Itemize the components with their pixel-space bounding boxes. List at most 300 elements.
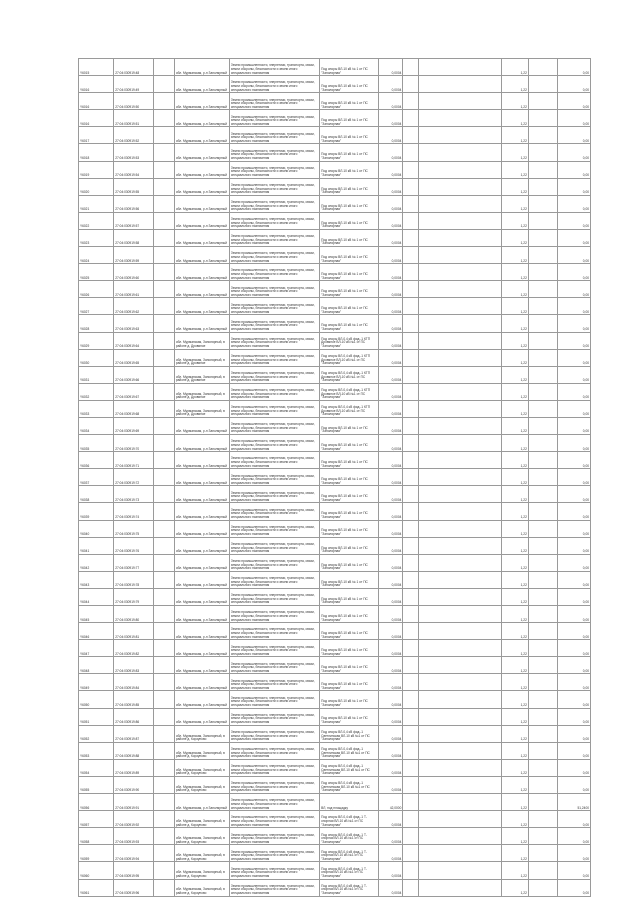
rate-cell: 1,22 [502, 674, 529, 691]
usage-note-cell: Под опоры ВЛ-10 кВ № 1 от ПС "Заполярная" [320, 691, 379, 708]
empty-cell [153, 212, 174, 229]
cadastral-number: 27:04:030919:93 [114, 828, 153, 845]
empty-cell [528, 281, 558, 298]
address-cell: обл. Мурманская, р-н Заполярный [174, 417, 229, 434]
usage-note-cell: Под опоры ВЛ-0,4 кВ фид.-1 КТП Дровяное ВЛ-10 кВ №1 от ПС "Заполярная" [320, 400, 379, 417]
rate-cell: 1,22 [502, 247, 529, 264]
empty-cell [528, 794, 558, 811]
empty-cell [403, 571, 419, 588]
row-code: Y6051 [79, 708, 114, 725]
rate-cell: 1,22 [502, 383, 529, 400]
empty-cell [153, 298, 174, 315]
rate-cell: 1,22 [502, 59, 529, 76]
empty-cell [403, 606, 419, 623]
table-row [79, 315, 591, 332]
address-cell: обл. Мурманская, р-н Заполярный [174, 571, 229, 588]
address-cell: обл. Мурманская, р-н Заполярный [174, 76, 229, 93]
total-cell: 0,00 [558, 349, 591, 366]
row-code: Y6036 [79, 452, 114, 469]
row-code: Y6052 [79, 725, 114, 742]
row-code: Y6041 [79, 537, 114, 554]
address-cell: обл. Мурманская, Заполярный, в районе д. Корзуново [174, 845, 229, 862]
empty-cell [403, 828, 419, 845]
empty-cell [418, 520, 501, 537]
empty-cell [528, 144, 558, 161]
empty-cell [403, 486, 419, 503]
table-row [79, 452, 591, 469]
rate-cell: 1,22 [502, 606, 529, 623]
cadastral-number: 27:04:030919:90 [114, 776, 153, 793]
rate-cell: 1,22 [502, 452, 529, 469]
empty-cell [403, 417, 419, 434]
address-cell: обл. Мурманская, р-н Заполярный [174, 315, 229, 332]
total-cell: 0,00 [558, 486, 591, 503]
address-cell: обл. Мурманская, р-н Заполярный [174, 708, 229, 725]
usage-note-cell: Под опоры ВЛ-10 кВ № 1 от ПС "Заполярная" [320, 195, 379, 212]
total-cell: 0,00 [558, 435, 591, 452]
empty-cell [418, 127, 501, 144]
land-category-cell: Земли промышленности, энергетики, транспорта, связи, земли обороны, безопасности и земли иного специального назначения [229, 691, 319, 708]
empty-cell [153, 127, 174, 144]
empty-cell [528, 332, 558, 349]
total-cell: 0,00 [558, 144, 591, 161]
rate-cell: 1,22 [502, 657, 529, 674]
empty-cell [528, 264, 558, 281]
cadastral-number: 27:04:030919:82 [114, 640, 153, 657]
total-cell: 0,00 [558, 229, 591, 246]
cadastral-number: 27:04:030919:48 [114, 59, 153, 76]
empty-cell [403, 247, 419, 264]
total-cell: 0,00 [558, 691, 591, 708]
empty-cell [528, 503, 558, 520]
empty-cell [153, 417, 174, 434]
cadastral-number: 27:04:030919:85 [114, 691, 153, 708]
empty-cell [403, 435, 419, 452]
area-cell: 0,0004 [379, 776, 403, 793]
total-cell: 0,00 [558, 503, 591, 520]
land-category-cell: Земли промышленности, энергетики, транспорта, связи, земли обороны, безопасности и земли иного специального назначения [229, 520, 319, 537]
rate-cell: 1,22 [502, 332, 529, 349]
usage-note-cell: Под опоры ВЛ-10 кВ № 1 от ПС "Заполярная" [320, 110, 379, 127]
empty-cell [418, 469, 501, 486]
land-category-cell: Земли промышленности, энергетики, транспорта, связи, земли обороны, безопасности и земли иного специального назначения [229, 93, 319, 110]
land-category-cell: Земли промышленности, энергетики, транспорта, связи, земли обороны, безопасности и земли иного специального назначения [229, 247, 319, 264]
address-cell: обл. Мурманская, Заполярный, в районе д. Корзуново [174, 725, 229, 742]
table-row [79, 845, 591, 862]
table-row [79, 759, 591, 776]
usage-note-cell: Под опоры ВЛ-10 кВ № 1 от ПС "Заполярная" [320, 144, 379, 161]
address-cell: обл. Мурманская, р-н Заполярный [174, 657, 229, 674]
rate-cell: 1,22 [502, 195, 529, 212]
usage-note-cell: Под опоры ВЛ-10 кВ № 1 от ПС "Заполярная" [320, 537, 379, 554]
cadastral-number: 27:04:030919:53 [114, 144, 153, 161]
address-cell: обл. Мурманская, р-н Заполярный [174, 298, 229, 315]
rate-cell: 1,22 [502, 742, 529, 759]
total-cell: 0,00 [558, 537, 591, 554]
address-cell: обл. Мурманская, р-н Заполярный [174, 247, 229, 264]
cadastral-number: 27:04:030919:74 [114, 503, 153, 520]
empty-cell [403, 298, 419, 315]
empty-cell [403, 229, 419, 246]
table-row [79, 195, 591, 212]
empty-cell [403, 93, 419, 110]
empty-cell [418, 400, 501, 417]
total-cell: 0,00 [558, 588, 591, 605]
table-row [79, 366, 591, 383]
area-cell: 0,0004 [379, 383, 403, 400]
usage-note-cell: Под опоры ВЛ-10 кВ № 1 от ПС "Заполярная" [320, 640, 379, 657]
empty-cell [528, 366, 558, 383]
area-cell: 0,0004 [379, 264, 403, 281]
rate-cell: 1,22 [502, 537, 529, 554]
address-cell: обл. Мурманская, р-н Заполярный [174, 195, 229, 212]
empty-cell [403, 281, 419, 298]
empty-cell [418, 212, 501, 229]
empty-cell [153, 588, 174, 605]
row-code: Y6021 [79, 195, 114, 212]
area-cell: 0,0004 [379, 862, 403, 879]
address-cell: обл. Мурманская, р-н Заполярный [174, 127, 229, 144]
rate-cell: 1,22 [502, 435, 529, 452]
empty-cell [528, 486, 558, 503]
empty-cell [153, 571, 174, 588]
table-row [79, 503, 591, 520]
usage-note-cell: Под опоры ВЛ-0,4 кВ фид.-1 Т-опорная ВЛ-10 кВ №1 от ПС "Заполярная" [320, 811, 379, 828]
cadastral-number: 27:04:030919:94 [114, 845, 153, 862]
empty-cell [153, 828, 174, 845]
empty-cell [418, 486, 501, 503]
area-cell: 0,0004 [379, 571, 403, 588]
empty-cell [418, 606, 501, 623]
empty-cell [153, 452, 174, 469]
empty-cell [153, 674, 174, 691]
empty-cell [528, 811, 558, 828]
address-cell: обл. Мурманская, Заполярный, в районе д. Корзуново [174, 879, 229, 896]
usage-note-cell: Под опоры ВЛ-10 кВ № 1 от ПС "Заполярная" [320, 452, 379, 469]
cadastral-number: 27:04:030919:52 [114, 127, 153, 144]
empty-cell [528, 383, 558, 400]
land-category-cell: Земли промышленности, энергетики, транспорта, связи, земли обороны, безопасности и земли иного специального назначения [229, 435, 319, 452]
table-row [79, 708, 591, 725]
rate-cell: 1,22 [502, 315, 529, 332]
area-cell: 0,0004 [379, 332, 403, 349]
empty-cell [153, 178, 174, 195]
area-cell: 0,0004 [379, 520, 403, 537]
empty-cell [528, 400, 558, 417]
usage-note-cell: Под опоры ВЛ-10 кВ № 1 от ПС "Заполярная" [320, 503, 379, 520]
table-row [79, 417, 591, 434]
usage-note-cell: Под опоры ВЛ-10 кВ № 1 от ПС "Заполярная" [320, 178, 379, 195]
table-row [79, 657, 591, 674]
cadastral-number: 27:04:030919:86 [114, 708, 153, 725]
empty-cell [418, 383, 501, 400]
row-code: Y6029 [79, 332, 114, 349]
row-code: Y6038 [79, 486, 114, 503]
land-category-cell: Земли промышленности, энергетики, транспорта, связи, земли обороны, безопасности и земли иного специального назначения [229, 554, 319, 571]
empty-cell [403, 725, 419, 742]
empty-cell [153, 76, 174, 93]
cadastral-number: 27:04:030919:96 [114, 879, 153, 896]
empty-cell [418, 828, 501, 845]
total-cell: 0,00 [558, 315, 591, 332]
rate-cell: 1,22 [502, 144, 529, 161]
rate-cell: 1,22 [502, 845, 529, 862]
address-cell: обл. Мурманская, р-н Заполярный [174, 623, 229, 640]
empty-cell [403, 110, 419, 127]
empty-cell [418, 229, 501, 246]
area-cell: 0,0004 [379, 400, 403, 417]
empty-cell [403, 503, 419, 520]
area-cell: 0,0004 [379, 503, 403, 520]
empty-cell [528, 229, 558, 246]
usage-note-cell: Под опоры ВЛ-10 кВ № 1 от ПС "Заполярная" [320, 588, 379, 605]
address-cell: обл. Мурманская, Заполярный, в районе д. Корзуново [174, 828, 229, 845]
cadastral-number: 27:04:030919:69 [114, 417, 153, 434]
row-code: Y6020 [79, 178, 114, 195]
cadastral-number: 27:04:030919:70 [114, 435, 153, 452]
area-cell: 0,0004 [379, 879, 403, 896]
empty-cell [403, 195, 419, 212]
usage-note-cell: Под опоры ВЛ-10 кВ № 1 от ПС "Заполярная" [320, 486, 379, 503]
empty-cell [418, 435, 501, 452]
empty-cell [153, 400, 174, 417]
cadastral-number: 27:04:030919:88 [114, 742, 153, 759]
area-cell: 0,0004 [379, 606, 403, 623]
empty-cell [153, 435, 174, 452]
table-row [79, 520, 591, 537]
usage-note-cell: Под опоры ВЛ-10 кВ № 1 от ПС "Заполярная" [320, 76, 379, 93]
area-cell: 0,0004 [379, 144, 403, 161]
table-row [79, 606, 591, 623]
address-cell: обл. Мурманская, р-н Заполярный [174, 554, 229, 571]
empty-cell [418, 349, 501, 366]
total-cell: 0,00 [558, 127, 591, 144]
usage-note-cell: Под опоры ВЛ-10 кВ № 1 от ПС "Заполярная" [320, 657, 379, 674]
row-code: Y6016 [79, 76, 114, 93]
table-row [79, 127, 591, 144]
rate-cell: 1,22 [502, 571, 529, 588]
area-cell: 0,0004 [379, 178, 403, 195]
row-code: Y6031 [79, 366, 114, 383]
table-row [79, 554, 591, 571]
usage-note-cell: Под опоры ВЛ-0,4 кВ фид.-1 Т-опорная ВЛ-10 кВ №1 от ПС "Заполярная" [320, 845, 379, 862]
usage-note-cell: Под опоры ВЛ-0,4 кВ фид.-1 Светлинская ВЛ-10 кВ №1 от ПС "Заполярная" [320, 725, 379, 742]
empty-cell [418, 195, 501, 212]
rate-cell: 1,22 [502, 554, 529, 571]
row-code: Y6039 [79, 503, 114, 520]
total-cell: 0,00 [558, 845, 591, 862]
empty-cell [403, 161, 419, 178]
empty-cell [403, 674, 419, 691]
row-code: Y6034 [79, 417, 114, 434]
rate-cell: 1,22 [502, 469, 529, 486]
area-cell: 0,0004 [379, 76, 403, 93]
empty-cell [153, 366, 174, 383]
empty-cell [403, 349, 419, 366]
empty-cell [418, 554, 501, 571]
cadastral-number: 27:04:030919:91 [114, 794, 153, 811]
land-category-cell: Земли промышленности, энергетики, транспорта, связи, земли обороны, безопасности и земли иного специального назначения [229, 606, 319, 623]
row-code: Y6015 [79, 59, 114, 76]
land-category-cell: Земли промышленности, энергетики, транспорта, связи, земли обороны, безопасности и земли иного специального назначения [229, 845, 319, 862]
usage-note-cell: Под опоры ВЛ-10 кВ № 1 от ПС "Заполярная" [320, 247, 379, 264]
empty-cell [418, 281, 501, 298]
empty-cell [418, 298, 501, 315]
cadastral-number: 27:04:030919:58 [114, 229, 153, 246]
row-code: Y6043 [79, 571, 114, 588]
empty-cell [153, 349, 174, 366]
rate-cell: 1,22 [502, 725, 529, 742]
land-category-cell: Земли промышленности, энергетики, транспорта, связи, земли обороны, безопасности и земли иного специального назначения [229, 776, 319, 793]
empty-cell [418, 366, 501, 383]
address-cell: обл. Мурманская, р-н Заполярный [174, 144, 229, 161]
total-cell: 51,2400 [558, 794, 591, 811]
cadastral-number: 27:04:030919:72 [114, 469, 153, 486]
empty-cell [418, 879, 501, 896]
rate-cell: 1,22 [502, 178, 529, 195]
land-category-cell: Земли промышленности, энергетики, транспорта, связи, земли обороны, безопасности и земли иного специального назначения [229, 349, 319, 366]
empty-cell [418, 161, 501, 178]
empty-cell [403, 845, 419, 862]
empty-cell [153, 161, 174, 178]
area-cell: 0,0004 [379, 640, 403, 657]
land-category-cell: Земли промышленности, энергетики, транспорта, связи, земли обороны, безопасности и земли иного специального назначения [229, 315, 319, 332]
land-category-cell: Земли промышленности, энергетики, транспорта, связи, земли обороны, безопасности и земли иного специального назначения [229, 144, 319, 161]
address-cell: обл. Мурманская, р-н Заполярный [174, 281, 229, 298]
empty-cell [153, 862, 174, 879]
empty-cell [153, 742, 174, 759]
table-row [79, 588, 591, 605]
total-cell: 0,00 [558, 298, 591, 315]
total-cell: 0,00 [558, 195, 591, 212]
rate-cell: 1,22 [502, 281, 529, 298]
table-row [79, 674, 591, 691]
total-cell: 0,00 [558, 742, 591, 759]
total-cell: 0,00 [558, 212, 591, 229]
cadastral-number: 27:04:030919:73 [114, 486, 153, 503]
table-row [79, 178, 591, 195]
address-cell: обл. Мурманская, р-н Заполярный [174, 93, 229, 110]
row-code: Y6059 [79, 845, 114, 862]
empty-cell [403, 520, 419, 537]
land-category-cell: Земли промышленности, энергетики, транспорта, связи, земли обороны, безопасности и земли иного специального назначения [229, 828, 319, 845]
land-category-cell: Земли промышленности, энергетики, транспорта, связи, земли обороны, безопасности и земли иного специального назначения [229, 281, 319, 298]
empty-cell [403, 776, 419, 793]
table-row [79, 144, 591, 161]
empty-cell [418, 742, 501, 759]
empty-cell [403, 315, 419, 332]
area-cell: 0,0004 [379, 845, 403, 862]
area-cell: 0,0004 [379, 366, 403, 383]
empty-cell [153, 640, 174, 657]
total-cell: 0,00 [558, 281, 591, 298]
empty-cell [528, 537, 558, 554]
address-cell: обл. Мурманская, р-н Заполярный [174, 606, 229, 623]
cadastral-number: 27:04:030919:75 [114, 520, 153, 537]
empty-cell [403, 144, 419, 161]
empty-cell [418, 315, 501, 332]
empty-cell [418, 588, 501, 605]
rate-cell: 1,22 [502, 708, 529, 725]
area-cell: 0,0004 [379, 298, 403, 315]
empty-cell [528, 776, 558, 793]
empty-cell [403, 759, 419, 776]
land-category-cell: Земли промышленности, энергетики, транспорта, связи, земли обороны, безопасности и земли иного специального назначения [229, 161, 319, 178]
cadastral-number: 27:04:030919:50 [114, 93, 153, 110]
empty-cell [403, 862, 419, 879]
area-cell: 0,0004 [379, 212, 403, 229]
rate-cell: 1,22 [502, 503, 529, 520]
area-cell: 0,0004 [379, 742, 403, 759]
cadastral-number: 27:04:030919:80 [114, 606, 153, 623]
cadastral-number: 27:04:030919:77 [114, 554, 153, 571]
area-cell: 0,0004 [379, 486, 403, 503]
empty-cell [528, 862, 558, 879]
rate-cell: 1,22 [502, 588, 529, 605]
empty-cell [418, 776, 501, 793]
empty-cell [403, 469, 419, 486]
usage-note-cell: Под опоры ВЛ-0,4 кВ фид.-1 Светлинская ВЛ-10 кВ №1 от ПС "Заполярная" [320, 759, 379, 776]
cadastral-number: 27:04:030919:54 [114, 161, 153, 178]
cadastral-number: 27:04:030919:66 [114, 366, 153, 383]
empty-cell [418, 452, 501, 469]
empty-cell [528, 623, 558, 640]
land-category-cell: Земли промышленности, энергетики, транспорта, связи, земли обороны, безопасности и земли иного специального назначения [229, 332, 319, 349]
empty-cell [528, 520, 558, 537]
empty-cell [153, 776, 174, 793]
usage-note-cell: Под опоры ВЛ-0,4 кВ фид.-1 КТП Дровяное ВЛ-10 кВ №1 от ПС "Заполярная" [320, 349, 379, 366]
row-code: Y6019 [79, 161, 114, 178]
row-code: Y6042 [79, 554, 114, 571]
cadastral-number: 27:04:030919:61 [114, 281, 153, 298]
empty-cell [418, 59, 501, 76]
total-cell: 0,00 [558, 452, 591, 469]
address-cell: обл. Мурманская, р-н Заполярный [174, 520, 229, 537]
rate-cell: 1,22 [502, 76, 529, 93]
empty-cell [403, 212, 419, 229]
rate-cell: 1,22 [502, 879, 529, 896]
row-code: Y6026 [79, 281, 114, 298]
empty-cell [153, 93, 174, 110]
land-category-cell: Земли промышленности, энергетики, транспорта, связи, земли обороны, безопасности и земли иного специального назначения [229, 127, 319, 144]
table-row [79, 811, 591, 828]
empty-cell [153, 315, 174, 332]
usage-note-cell: Под опоры ВЛ-0,4 кВ фид.-1 Т-опорная ВЛ-10 кВ №1 от ПС "Заполярная" [320, 862, 379, 879]
address-cell: обл. Мурманская, Заполярный, в районе д. Дровяное [174, 366, 229, 383]
total-cell: 0,00 [558, 571, 591, 588]
area-cell: 0,0004 [379, 537, 403, 554]
land-category-cell: Земли промышленности, энергетики, транспорта, связи, земли обороны, безопасности и земли иного специального назначения [229, 452, 319, 469]
cadastral-number: 27:04:030919:87 [114, 725, 153, 742]
empty-cell [418, 537, 501, 554]
total-cell: 0,00 [558, 59, 591, 76]
row-code: Y6035 [79, 435, 114, 452]
total-cell: 0,00 [558, 383, 591, 400]
usage-note-cell: Под опоры ВЛ-10 кВ № 1 от ПС "Заполярная" [320, 161, 379, 178]
empty-cell [528, 110, 558, 127]
total-cell: 0,00 [558, 520, 591, 537]
empty-cell [418, 110, 501, 127]
empty-cell [403, 264, 419, 281]
area-cell: 0,0004 [379, 691, 403, 708]
empty-cell [418, 845, 501, 862]
table-row [79, 623, 591, 640]
cadastral-number: 27:04:030919:84 [114, 674, 153, 691]
usage-note-cell: Под опоры ВЛ-10 кВ № 1 от ПС "Заполярная" [320, 623, 379, 640]
rate-cell: 1,22 [502, 349, 529, 366]
row-code: Y6046 [79, 623, 114, 640]
land-category-cell: Земли промышленности, энергетики, транспорта, связи, земли обороны, безопасности и земли иного специального назначения [229, 623, 319, 640]
